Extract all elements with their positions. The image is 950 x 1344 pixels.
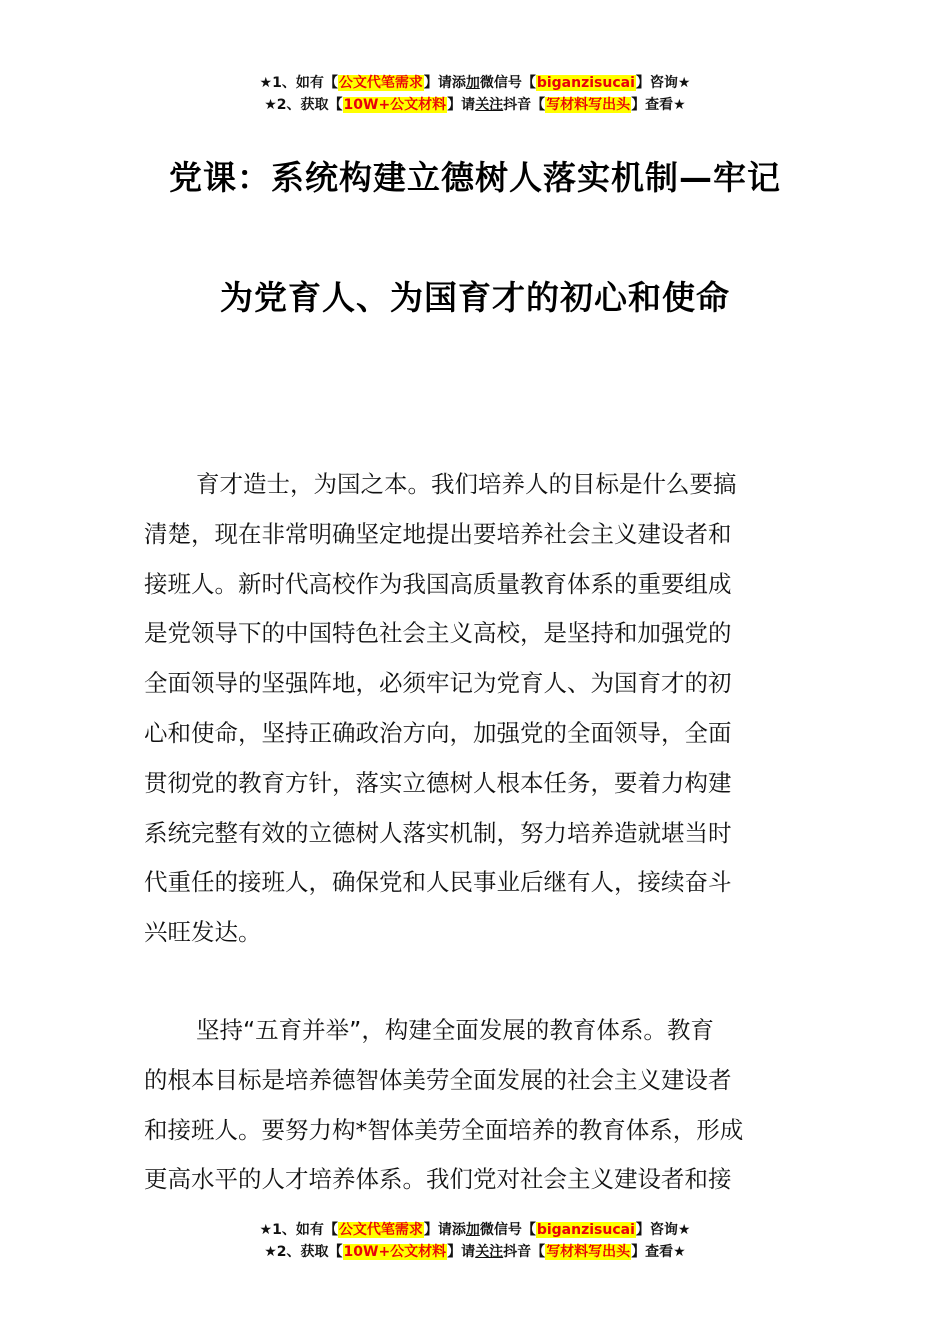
promo-text: ★1、如有【	[259, 1222, 338, 1238]
promo-text: 】查看★	[631, 97, 686, 113]
paragraph-line: 清楚，现在非常明确坚定地提出要培养社会主义建设者和	[144, 519, 732, 548]
promo-text: 微信号【	[479, 75, 536, 91]
promo-underlined: 加	[465, 1222, 480, 1238]
promo-underlined: 加	[465, 75, 480, 91]
promo-text: 】请添	[423, 75, 466, 91]
promo-text: 抖音【	[503, 1244, 546, 1260]
paragraph-line: 贯彻党的教育方针，落实立德树人根本任务，要着力构建	[144, 768, 732, 797]
promo-line-2	[0, 94, 950, 116]
paragraph-line: 坚持“五育并举”，构建全面发展的教育体系。教育	[196, 1016, 714, 1044]
promo-line-1	[0, 1219, 950, 1241]
header-promo-banner	[0, 72, 950, 116]
paragraph-line: 是党领导下的中国特色社会主义高校，是坚持和加强党的	[144, 619, 732, 648]
promo-highlight: 公文代笔需求	[338, 1222, 423, 1238]
promo-text: ★2、获取【	[264, 1244, 343, 1260]
promo-text: ★2、获取【	[264, 97, 343, 113]
document-title-line-2: 为党育人、为国育才的初心和使命	[220, 278, 730, 317]
paragraph-line: 和接班人。要努力构*智体美劳全面培养的教育体系，形成	[144, 1115, 744, 1144]
promo-text: 】请	[447, 1244, 476, 1260]
promo-line-1	[0, 72, 950, 94]
promo-highlight: 10W+公文材料	[343, 1244, 447, 1260]
promo-text: 】请添	[423, 1222, 466, 1238]
promo-text: 】咨询★	[635, 1222, 691, 1238]
promo-wechat-id: biganzisucai	[536, 1222, 635, 1238]
paragraph-line: 全面领导的坚强阵地，必须牢记为党育人、为国育才的初	[144, 669, 732, 698]
paragraph-line: 兴旺发达。	[144, 918, 262, 947]
promo-underlined: 关注	[475, 97, 504, 113]
promo-text: 】查看★	[631, 1244, 686, 1260]
footer-promo-banner	[0, 1219, 950, 1263]
paragraph-line: 育才造士，为国之本。我们培养人的目标是什么要搞	[196, 470, 737, 498]
promo-wechat-id: biganzisucai	[536, 75, 635, 91]
promo-text: 】请	[447, 97, 476, 113]
promo-text: 微信号【	[479, 1222, 536, 1238]
promo-text: 抖音【	[503, 97, 546, 113]
promo-text: 】咨询★	[635, 75, 691, 91]
promo-douyin-id: 写材料写出头	[546, 97, 631, 113]
body-paragraph-1	[144, 460, 808, 958]
promo-text: ★1、如有【	[259, 75, 338, 91]
document-title-line-1: 党课：系统构建立德树人落实机制—牢记	[169, 158, 781, 197]
promo-douyin-id: 写材料写出头	[546, 1244, 631, 1260]
paragraph-line: 更高水平的人才培养体系。我们党对社会主义建设者和接	[144, 1165, 732, 1194]
paragraph-line: 系统完整有效的立德树人落实机制，努力培养造就堪当时	[144, 818, 732, 847]
paragraph-line: 心和使命，坚持正确政治方向，加强党的全面领导，全面	[144, 718, 732, 747]
promo-underlined: 关注	[475, 1244, 504, 1260]
promo-highlight: 公文代笔需求	[338, 75, 423, 91]
promo-highlight: 10W+公文材料	[343, 97, 447, 113]
body-paragraph-2	[144, 1006, 808, 1205]
paragraph-line: 接班人。新时代高校作为我国高质量教育体系的重要组成	[144, 569, 732, 598]
paragraph-line: 的根本目标是培养德智体美劳全面发展的社会主义建设者	[144, 1065, 732, 1094]
paragraph-line: 代重任的接班人，确保党和人民事业后继有人，接续奋斗	[144, 868, 732, 897]
promo-line-2	[0, 1241, 950, 1263]
